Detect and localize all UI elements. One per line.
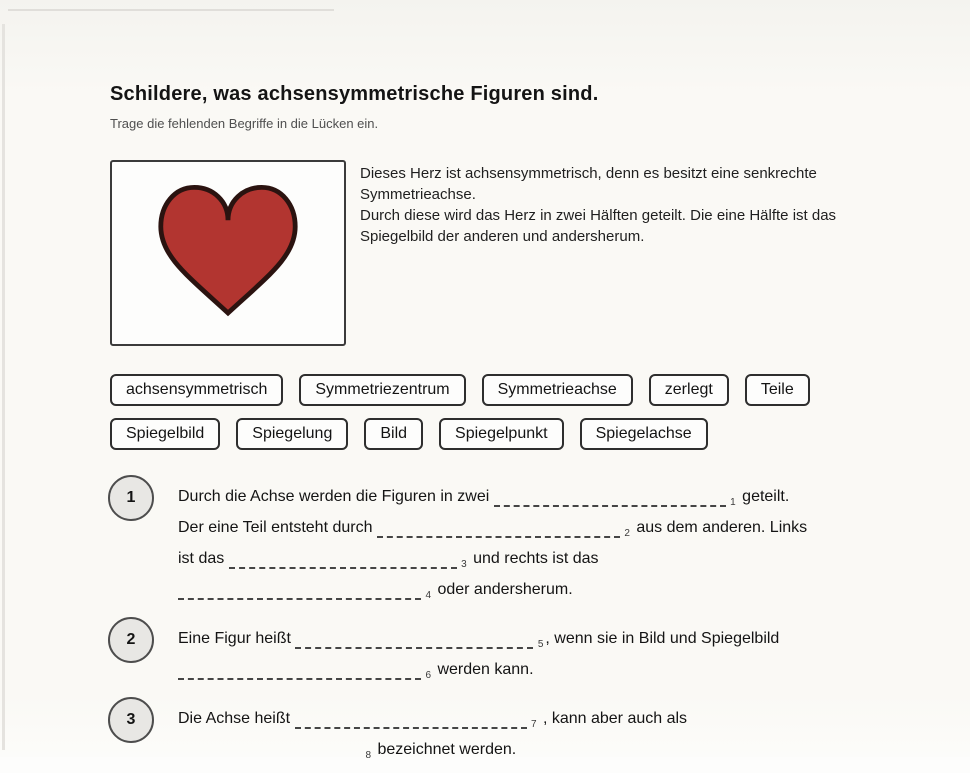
example-text-line: Dieses Herz ist achsensymmetrisch, denn es besitzt eine senkrechte bbox=[360, 165, 817, 182]
example-text-line: Spiegelbild der anderen und andersherum. bbox=[360, 228, 645, 245]
blank-5[interactable] bbox=[295, 627, 544, 650]
heart-shape bbox=[161, 187, 295, 313]
heart-image-box bbox=[110, 160, 346, 346]
blank-index: 3 bbox=[461, 559, 467, 570]
example-text-line: Durch diese wird das Herz in zwei Hälften geteilt. Die eine Hälfte ist das bbox=[360, 207, 837, 224]
blank-index: 4 bbox=[425, 590, 431, 601]
question-text: ist das bbox=[178, 550, 229, 567]
blank-8[interactable] bbox=[178, 738, 371, 761]
question-lines bbox=[178, 623, 898, 685]
question-number-badge: 3 bbox=[108, 697, 154, 743]
question-line bbox=[178, 734, 898, 765]
question-text: , wenn sie in Bild und Spiegelbild bbox=[545, 630, 780, 647]
word-chip-zerlegt[interactable]: zerlegt bbox=[649, 374, 729, 406]
question-text: und rechts ist das bbox=[468, 550, 599, 567]
page-edge-left-line bbox=[2, 24, 5, 750]
question-line bbox=[178, 481, 898, 512]
word-chip-spiegelbild[interactable]: Spiegelbild bbox=[110, 418, 220, 450]
page-title: Schildere, was achsensymmetrische Figuren sind. bbox=[110, 83, 599, 105]
blank-1[interactable] bbox=[494, 485, 736, 508]
word-chip-spiegelung[interactable]: Spiegelung bbox=[236, 418, 348, 450]
word-bank bbox=[110, 374, 810, 450]
blank-index: 6 bbox=[425, 670, 431, 681]
question-line bbox=[178, 703, 898, 734]
question-lines bbox=[178, 481, 898, 605]
word-chip-symmetrieachse[interactable]: Symmetrieachse bbox=[482, 374, 633, 406]
blank-index: 8 bbox=[365, 750, 371, 761]
word-chip-spiegelachse[interactable]: Spiegelachse bbox=[580, 418, 708, 450]
question-line bbox=[178, 512, 898, 543]
blank-4[interactable] bbox=[178, 578, 431, 601]
question-text: oder andersherum. bbox=[433, 581, 573, 598]
blank-index: 1 bbox=[730, 497, 736, 508]
question-line bbox=[178, 574, 898, 605]
example-text-line: Symmetrieachse. bbox=[360, 186, 476, 203]
page-edge-top-line bbox=[8, 9, 334, 11]
word-chip-bild[interactable]: Bild bbox=[364, 418, 423, 450]
example-text bbox=[360, 163, 920, 247]
blank-index: 5 bbox=[537, 639, 544, 650]
blank-6[interactable] bbox=[178, 658, 431, 681]
question-text: Durch die Achse werden die Figuren in zwei bbox=[178, 488, 494, 505]
question-line bbox=[178, 543, 898, 574]
question-line bbox=[178, 623, 898, 654]
question-text: Der eine Teil entsteht durch bbox=[178, 519, 377, 536]
word-bank-row bbox=[110, 418, 810, 450]
question-number-badge: 2 bbox=[108, 617, 154, 663]
word-chip-spiegelpunkt[interactable]: Spiegelpunkt bbox=[439, 418, 564, 450]
question-3 bbox=[108, 703, 898, 765]
question-line bbox=[178, 654, 898, 685]
question-2 bbox=[108, 623, 898, 685]
question-text: bezeichnet werden. bbox=[373, 741, 517, 758]
word-chip-symmetriezentrum[interactable]: Symmetriezentrum bbox=[299, 374, 465, 406]
blank-3[interactable] bbox=[229, 547, 467, 570]
page-subtitle: Trage die fehlenden Begriffe in die Lücken ein. bbox=[110, 116, 379, 131]
blank-2[interactable] bbox=[377, 516, 630, 539]
question-text: geteilt. bbox=[737, 488, 790, 505]
word-bank-row bbox=[110, 374, 810, 406]
question-text: Die Achse heißt bbox=[178, 710, 295, 727]
question-text: Eine Figur heißt bbox=[178, 630, 296, 647]
question-text: aus dem anderen. Links bbox=[631, 519, 808, 536]
heart-icon bbox=[148, 177, 308, 329]
blank-index: 7 bbox=[530, 719, 537, 730]
blank-index: 2 bbox=[624, 528, 630, 539]
question-lines bbox=[178, 703, 898, 765]
question-number-badge: 1 bbox=[108, 475, 154, 521]
question-text: werden kann. bbox=[433, 661, 534, 678]
question-text: , kann aber auch als bbox=[538, 710, 688, 727]
question-1 bbox=[108, 481, 898, 605]
blank-7[interactable] bbox=[295, 707, 537, 730]
word-chip-teile[interactable]: Teile bbox=[745, 374, 810, 406]
word-chip-achsensymmetrisch[interactable]: achsensymmetrisch bbox=[110, 374, 283, 406]
